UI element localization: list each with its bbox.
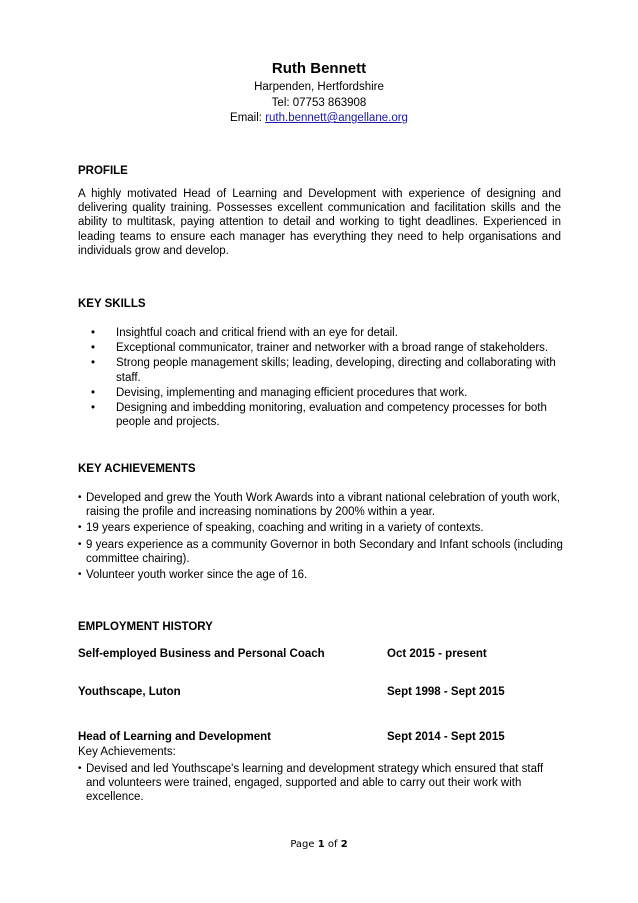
key-achievements-list xyxy=(78,491,563,582)
list-item xyxy=(91,341,563,355)
job-entry xyxy=(78,730,561,744)
job-achievement-text: Devised and led Youthscape's learning and development strategy which ensured that staff and volunteers were trained, engaged, supported and able to carry out their work with excellence. xyxy=(86,763,544,804)
job-role: Youthscape, Luton xyxy=(78,686,181,698)
achievement-text: Volunteer youth worker since the age of 16. xyxy=(86,569,308,582)
bullet-icon: • xyxy=(78,522,82,534)
job-entry xyxy=(78,685,561,699)
profile-heading: PROFILE xyxy=(78,165,128,177)
job-dates: Oct 2015 - present xyxy=(387,648,487,660)
page-footer xyxy=(0,838,638,852)
skill-text: Exceptional communicator, trainer and networker with a broad range of stakeholders. xyxy=(116,342,549,355)
email-link[interactable]: ruth.bennett@angellane.org xyxy=(265,112,408,124)
achievement-text: Developed and grew the Youth Work Awards into a vibrant national celebration of youth work, raising the profile and increasing nominations by 200% within a year. xyxy=(86,492,560,519)
job-role: Self-employed Business and Personal Coach xyxy=(78,648,325,660)
profile-text: A highly motivated Head of Learning and Development with experience of designing and delivering quality training. Possesses excellent communication and facilitation skills and the ability to multitask, paying attention to detail and working to tight deadlines. Experienced in leading teams to ensure each manager has everything they need to help organisations and individuals grow and develop. xyxy=(78,188,561,257)
list-item xyxy=(78,568,563,582)
key-skills-heading: KEY SKILLS xyxy=(78,298,146,310)
list-item xyxy=(78,521,563,535)
job-achievements-list xyxy=(78,762,563,805)
bullet-icon: • xyxy=(78,492,82,503)
key-achievements-heading: KEY ACHIEVEMENTS xyxy=(78,463,196,475)
page-total: 2 xyxy=(340,839,348,850)
bullet-icon: • xyxy=(91,402,96,415)
list-item xyxy=(78,491,563,519)
bullet-icon: • xyxy=(91,386,96,399)
candidate-phone: Tel: 07753 863908 xyxy=(271,97,367,109)
list-item xyxy=(91,401,563,429)
achievement-text: 19 years experience of speaking, coaching and writing in a variety of contexts. xyxy=(86,522,484,535)
bullet-icon: • xyxy=(91,327,96,339)
page-label: Page xyxy=(290,839,318,850)
candidate-name: Ruth Bennett xyxy=(271,60,367,77)
page-of-label: of xyxy=(324,839,341,850)
list-item xyxy=(78,538,563,566)
skill-text: Designing and imbedding monitoring, evaluation and competency processes for both people and projects. xyxy=(116,402,547,429)
job-dates: Sept 2014 - Sept 2015 xyxy=(387,731,505,743)
skill-text: Insightful coach and critical friend with an eye for detail. xyxy=(116,327,398,339)
key-skills-list xyxy=(91,326,563,429)
bullet-icon: • xyxy=(78,763,82,774)
job-entry xyxy=(78,647,561,661)
achievement-text: 9 years experience as a community Governor in both Secondary and Infant schools (including committee chairing). xyxy=(86,538,563,565)
candidate-location: Harpenden, Hertfordshire xyxy=(254,81,384,93)
candidate-email-line xyxy=(0,111,638,125)
email-label: Email: xyxy=(230,112,266,124)
key-achievements-label: Key Achievements: xyxy=(78,746,176,758)
list-item xyxy=(91,386,563,400)
bullet-icon: • xyxy=(78,538,82,550)
bullet-icon: • xyxy=(91,342,96,355)
job-dates: Sept 1998 - Sept 2015 xyxy=(387,686,505,698)
list-item xyxy=(78,762,563,805)
job-role: Head of Learning and Development xyxy=(78,731,271,743)
skill-text: Devising, implementing and managing efficient procedures that work. xyxy=(116,386,468,399)
list-item xyxy=(91,326,563,340)
bullet-icon: • xyxy=(91,357,96,370)
list-item xyxy=(91,356,563,384)
page-number: 1 xyxy=(317,839,325,850)
employment-history-heading: EMPLOYMENT HISTORY xyxy=(78,621,213,633)
skill-text: Strong people management skills; leading, developing, directing and collaborating with staff. xyxy=(116,357,556,384)
bullet-icon: • xyxy=(78,569,82,581)
